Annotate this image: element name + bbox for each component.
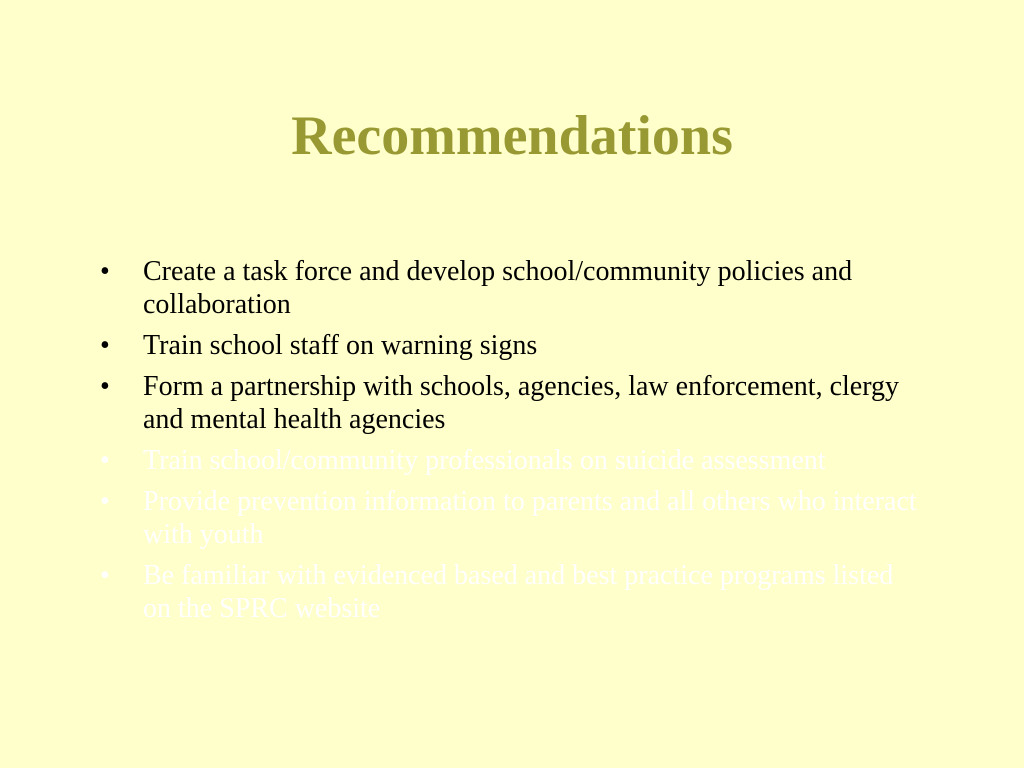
bullet-item xyxy=(100,485,920,551)
bullet-item xyxy=(100,559,920,625)
bullet-text: Provide prevention information to parents and all others who interact with youth xyxy=(143,486,917,550)
slide-title: Recommendations xyxy=(291,105,733,167)
bullet-marker: • xyxy=(100,560,110,591)
bullet-text: Form a partnership with schools, agencies, law enforcement, clergy and mental health agencies xyxy=(143,371,900,435)
bullet-item xyxy=(100,329,920,362)
bullet-item xyxy=(100,444,920,477)
bullet-text: Be familiar with evidenced based and best practice programs listed on the SPRC website xyxy=(143,560,894,624)
bullet-marker: • xyxy=(100,371,110,402)
bullet-marker: • xyxy=(100,330,110,361)
bullet-text: Create a task force and develop school/community policies and collaboration xyxy=(143,256,853,320)
bullet-item xyxy=(100,370,920,436)
bullet-marker: • xyxy=(100,445,110,476)
bullet-item xyxy=(100,255,920,321)
bullet-text: Train school staff on warning signs xyxy=(143,330,538,361)
bullet-text: Train school/community professionals on suicide assessment xyxy=(143,445,826,476)
bullet-marker: • xyxy=(100,256,110,287)
bullet-list xyxy=(100,255,920,633)
bullet-marker: • xyxy=(100,486,110,517)
